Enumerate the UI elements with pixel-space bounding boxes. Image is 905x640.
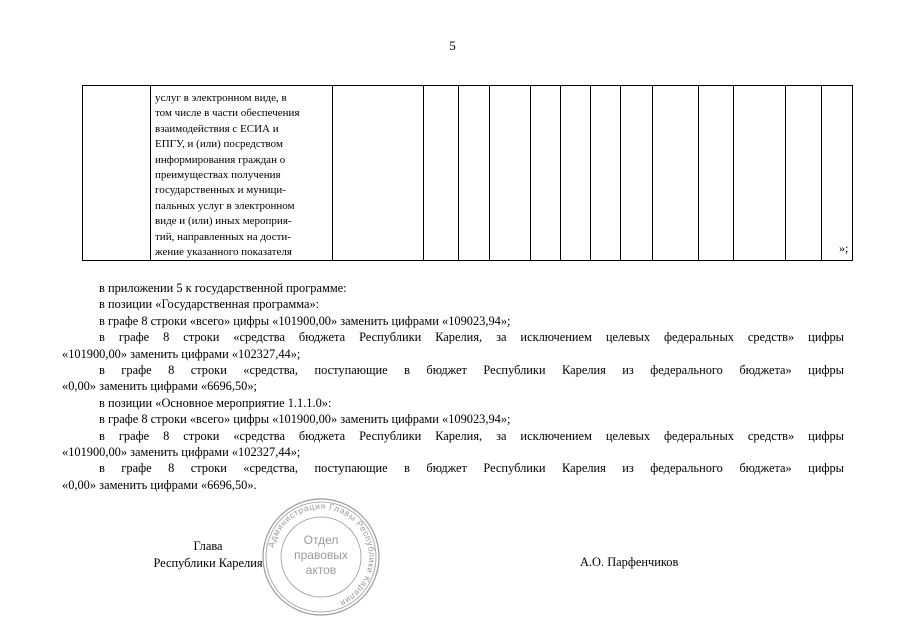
stamp-center-text: актов (305, 563, 337, 577)
official-stamp (260, 496, 382, 618)
signatory-title (140, 538, 276, 572)
table-cell (561, 86, 591, 261)
stamp-ring-text: Администрация Главы Республики Карелия (265, 500, 378, 609)
cell-text-line: виде и (или) иных мероприя- (155, 215, 292, 228)
cell-description-text (151, 86, 332, 260)
cell-text-line: том числе в части обеспечения (155, 107, 300, 120)
paragraph-line: в приложении 5 к государственной программе: (99, 281, 347, 295)
stamp-center-text: Отдел (303, 533, 339, 547)
table-cell (699, 86, 734, 261)
paragraph-line: в графе 8 строки «всего» цифры «101900,00» заменить цифрами «109023,94»; (99, 313, 511, 328)
cell-text-line: жение указанного показателя (155, 245, 292, 258)
cell-text-line: услуг в электронном виде, в (155, 92, 287, 104)
table-cell (333, 86, 424, 261)
cell-text-line: ЕПГУ, и (или) посредством (155, 138, 283, 151)
table-cell (822, 86, 853, 261)
paragraph-line: в графе 8 строки «средства, поступающие в бюджет Республики Карелия из федерального бюджета» цифры (99, 362, 844, 377)
table-row (83, 86, 853, 261)
table-cell (459, 86, 490, 261)
table-cell (490, 86, 531, 261)
cell-text-line: государственных и муници- (155, 184, 286, 197)
continuation-table (82, 85, 853, 261)
table-cell-description (151, 86, 333, 261)
table-cell (621, 86, 653, 261)
table-cell (591, 86, 621, 261)
page-number: 5 (449, 38, 456, 53)
paragraph-line: в графе 8 строки «средства бюджета Республики Карелия, за исключением целевых федеральных средств» цифры (99, 330, 844, 345)
stamp-center-text: правовых (294, 548, 348, 562)
cell-text-line: преимуществах получения (155, 168, 281, 181)
paragraph-line: в позиции «Государственная программа»: (99, 297, 320, 312)
table-cell (83, 86, 151, 261)
signatory-title-line: Глава (193, 539, 223, 553)
paragraph-line: «101900,00» заменить цифрами «102327,44»; (62, 346, 301, 361)
signatory-name: А.О. Парфенчиков (580, 555, 679, 569)
cell-text-line: информирования граждан о (155, 153, 286, 166)
cell-text-line: пальных услуг в электронном (155, 199, 295, 212)
amendment-text (62, 280, 844, 493)
paragraph-line: в позиции «Основное мероприятие 1.1.1.0»: (99, 395, 332, 410)
paragraph-line: «0,00» заменить цифрами «6696,50». (62, 477, 257, 492)
signatory-title-line: Республики Карелия (153, 556, 263, 570)
paragraph-line: в графе 8 строки «средства, поступающие в бюджет Республики Карелия из федерального бюджета» цифры (99, 461, 844, 476)
table-cell (786, 86, 822, 261)
table-cell (424, 86, 459, 261)
closing-quote: »; (839, 241, 849, 255)
table-cell (734, 86, 786, 261)
paragraph-line: «0,00» заменить цифрами «6696,50»; (62, 379, 257, 394)
cell-text-line: тий, направленных на дости- (155, 230, 291, 243)
paragraph-line: «101900,00» заменить цифрами «102327,44»; (62, 444, 301, 459)
cell-text-line: взаимодействия с ЕСИА и (155, 122, 279, 135)
paragraph-line: в графе 8 строки «средства бюджета Республики Карелия, за исключением целевых федеральных средств» цифры (99, 428, 844, 443)
table-cell (531, 86, 561, 261)
table-cell (653, 86, 699, 261)
paragraph-line: в графе 8 строки «всего» цифры «101900,00» заменить цифрами «109023,94»; (99, 412, 511, 427)
